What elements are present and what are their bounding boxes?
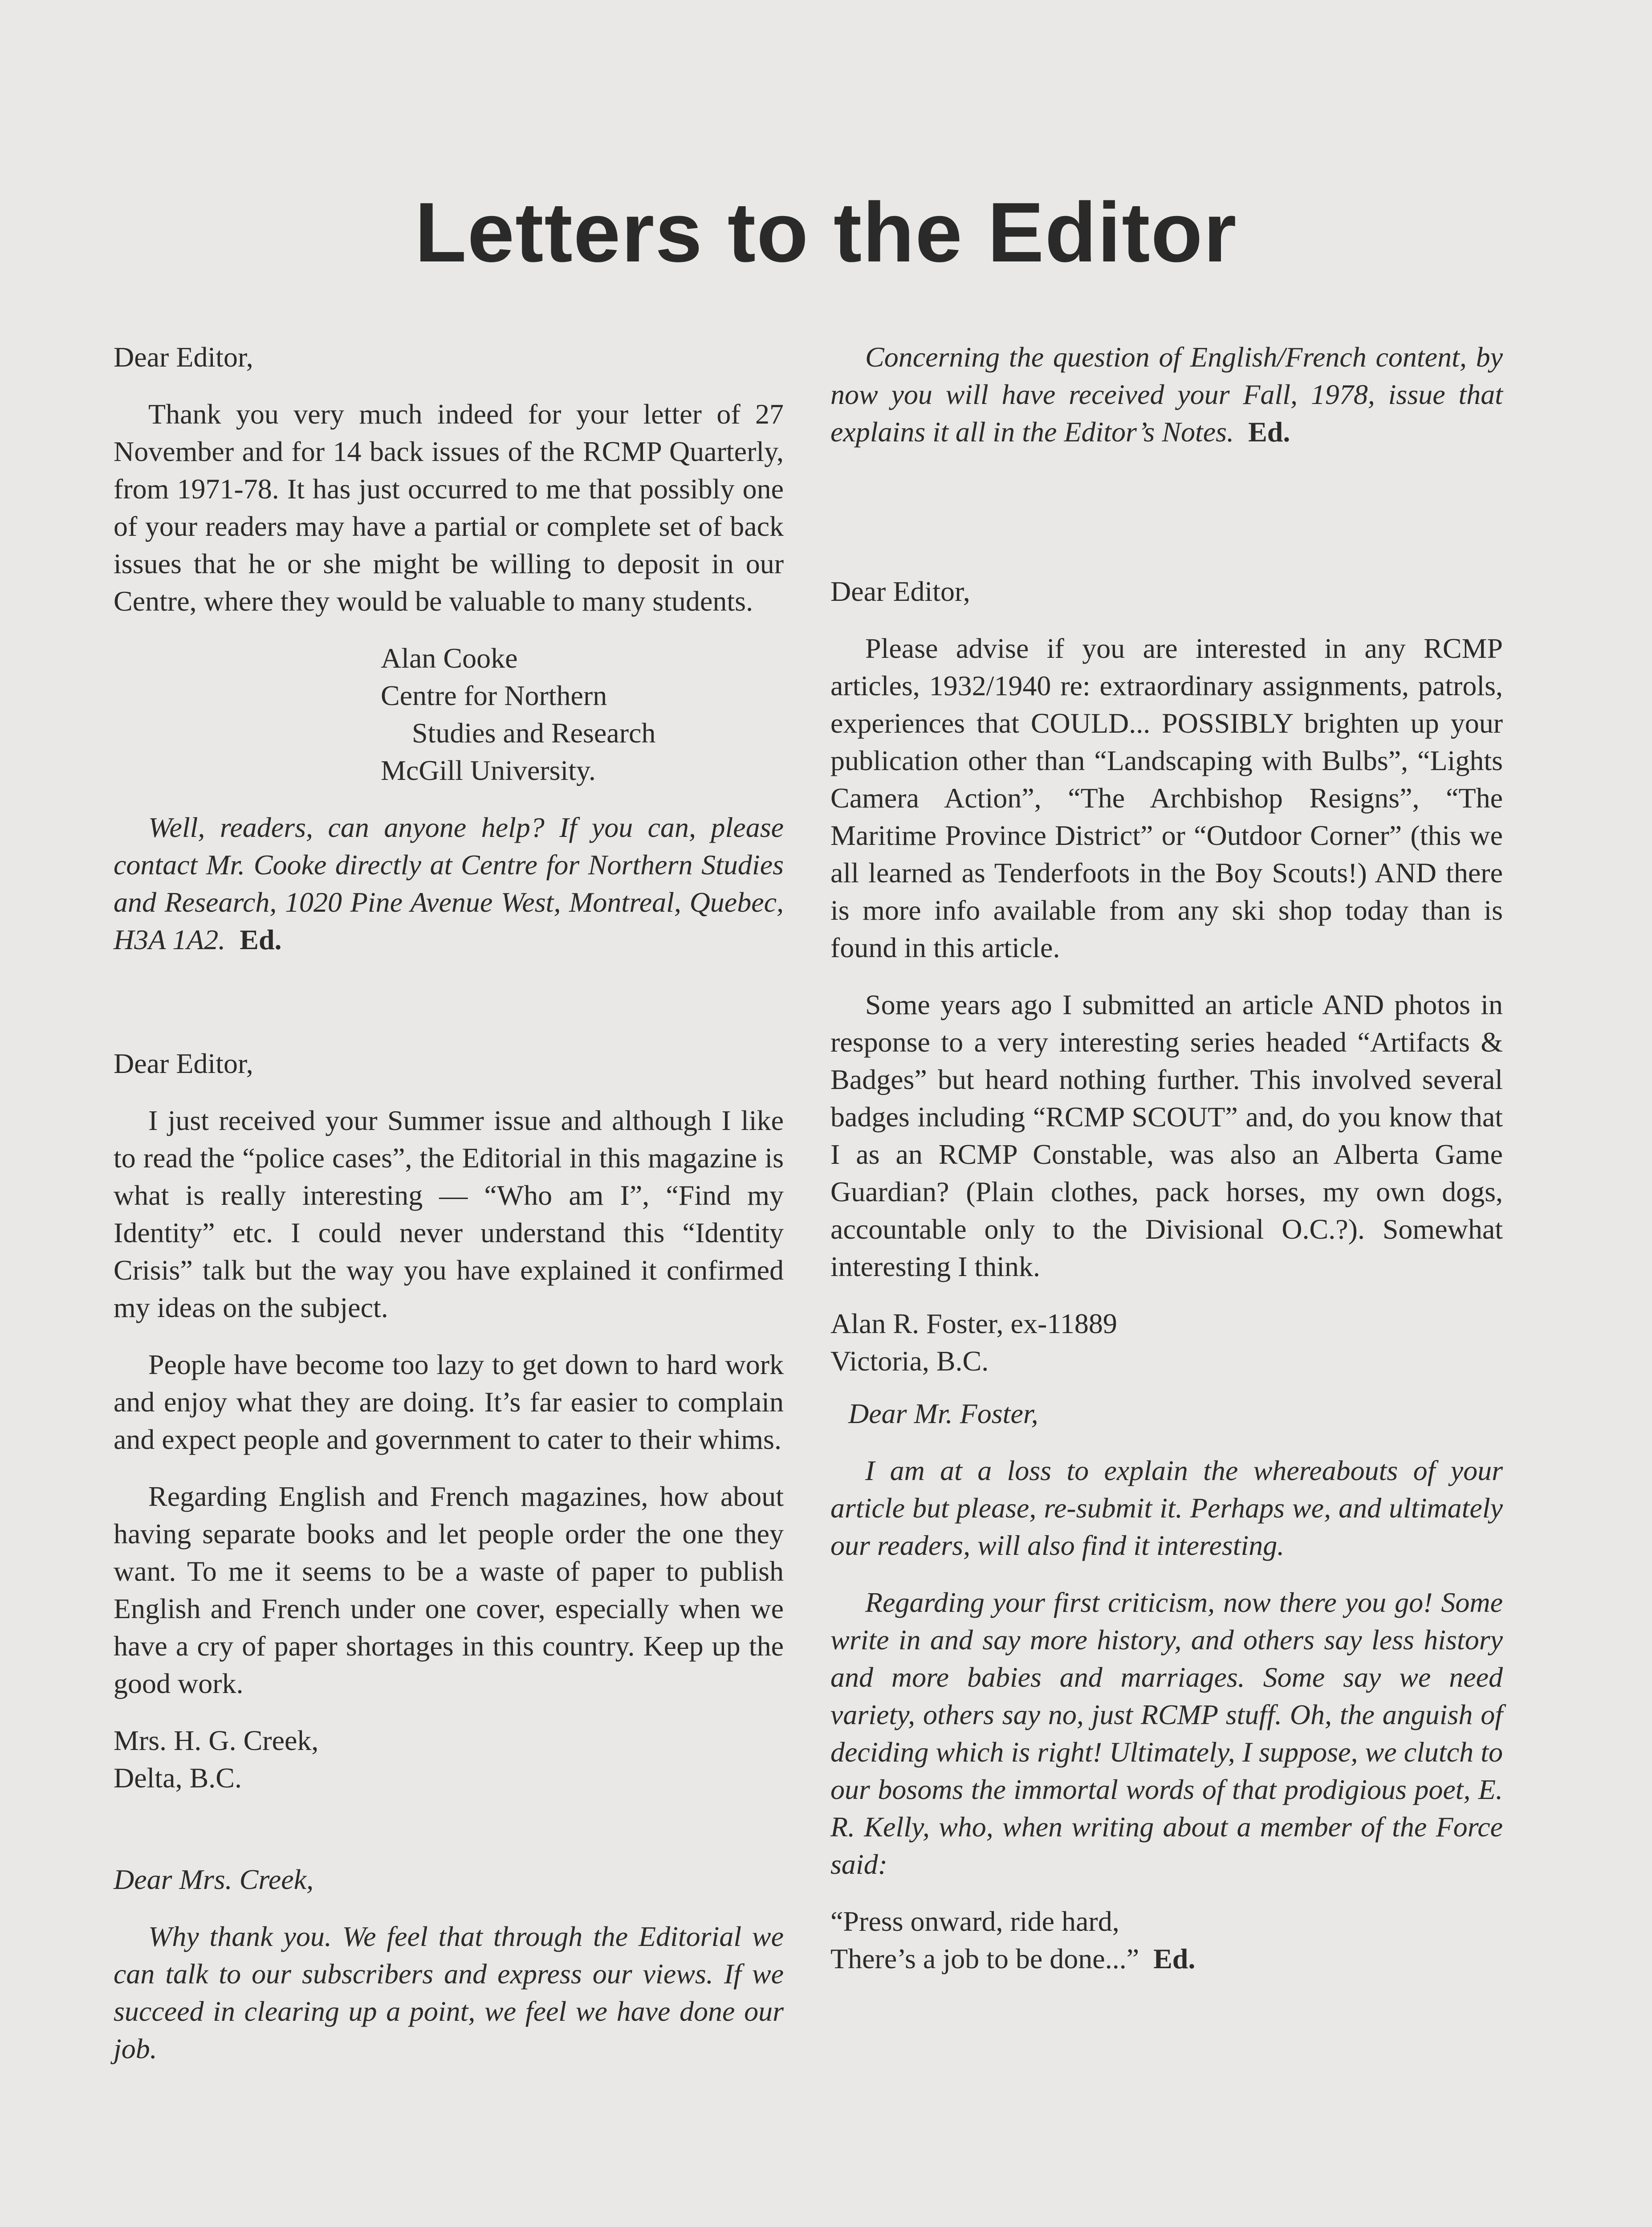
letter1-salutation: Dear Editor,: [114, 341, 253, 373]
page-title: Letters to the Editor: [415, 185, 1237, 280]
signature-line: Victoria, B.C.: [830, 1345, 989, 1377]
right-column: [830, 339, 1503, 1978]
letter2-paragraph: I just received your Summer issue and although I like to read the “police cases”, the Editorial in this magazine is what is really interesting — “Who am I”, “Find my Identity” etc. I could never understand this “Identity Crisis” talk but the way you have explained it confirmed my ideas on the subject.: [114, 1105, 784, 1323]
letter3-signature: [830, 1305, 1503, 1380]
signature-line: McGill University.: [381, 755, 596, 786]
spacer: [114, 1812, 784, 1861]
editor-note: [830, 339, 1503, 451]
reply-sign: Ed.: [240, 924, 282, 955]
letter1-body: Thank you very much indeed for your letter of 27 November and for 14 back issues of the RCMP Quarterly, from 1971-78. It has just occurred to me that possibly one of your readers may have a partial or complete set of back issues that he or she might be willing to deposit in our Centre, where they would be valuable to many students.: [114, 398, 784, 617]
letter2-reply: Why thank you. We feel that through the Editorial we can talk to our subscribers and express our views. If we succeed in clearing up a point, we feel we have done our job.: [114, 1921, 784, 2064]
letter3-reply-paragraph: Regarding your first criticism, now there you go! Some write in and say more history, and others say less history and more babies and marriages. Some say we need variety, others say no, just RCMP stuff. Oh, the anguish of deciding which is right! Ultimately, I suppose, we clutch to our bosoms the immortal words of that prodigious poet, E. R. Kelly, who, when writing about a member of the Force said:: [830, 1587, 1503, 1880]
letter2-reply-salutation: Dear Mrs. Creek,: [114, 1864, 314, 1895]
spacer: [114, 978, 784, 1045]
letter2-paragraph: Regarding English and French magazines, how about having separate books and let people order the one they want. To me it seems to be a waste of paper to publish English and French under one cover, especially when we have a cry of paper shortages in this country. Keep up the good work.: [114, 1481, 784, 1699]
letter3-reply-paragraph: I am at a loss to explain the whereabouts of your article but please, re-submit it. Perhaps we, and ultimately our readers, will also find it interesting.: [830, 1455, 1503, 1561]
letter3-salutation: Dear Editor,: [830, 575, 970, 607]
signature-line: Delta, B.C.: [114, 1762, 242, 1794]
reply-text: Well, readers, can anyone help? If you can, please contact Mr. Cooke directly at Centre for Northern Studies and Research, 1020 Pine Avenue West, Montreal, Quebec, H3A 1A2.: [114, 812, 784, 955]
closing-quote: [830, 1903, 1503, 1978]
quote-sign: Ed.: [1153, 1943, 1196, 1974]
quote-line: [830, 1940, 1503, 1978]
letter2-paragraph: People have become too lazy to get down to hard work and enjoy what they are doing. It’s far easier to complain and expect people and government to cater to their whims.: [114, 1349, 784, 1455]
note-text: Concerning the question of English/French content, by now you will have received your Fall, 1978, issue that explains it all in the Editor’s Notes.: [830, 341, 1503, 448]
letter1-signature: [381, 640, 784, 789]
letter2-signature: [114, 1722, 784, 1797]
signature-line: Mrs. H. G. Creek,: [114, 1725, 319, 1756]
signature-line: Centre for Northern: [381, 680, 607, 711]
signature-line: Alan R. Foster, ex-11889: [830, 1308, 1117, 1339]
note-sign: Ed.: [1248, 416, 1290, 448]
spacer: [830, 470, 1503, 573]
letter2-salutation: Dear Editor,: [114, 1048, 253, 1079]
letter1-reply: [114, 809, 784, 959]
letter3-reply-salutation: Dear Mr. Foster,: [848, 1398, 1038, 1429]
quote-line: “Press onward, ride hard,: [830, 1905, 1119, 1937]
left-column: [114, 339, 784, 2087]
letter3-paragraph: Some years ago I submitted an article AND photos in response to a very interesting series headed “Artifacts & Badges” but heard nothing further. This involved several badges including “RCMP SCOUT” and, do you know that I as an RCMP Constable, was also an Alberta Game Guardian? (Plain clothes, pack horses, my own dogs, accountable only to the Divisional O.C.?). Somewhat interesting I think.: [830, 989, 1503, 1282]
letter3-paragraph: Please advise if you are interested in any RCMP articles, 1932/1940 re: extraordinary assignments, patrols, experiences that COULD... POSSIBLY brighten up your publication other than “Landscaping with Bulbs”, “Lights Camera Action”, “The Archbishop Resigns”, “The Maritime Province District” or “Outdoor Corner” (this we all learned as Tenderfoots in the Boy Scouts!) AND there is more info available from any ski shop today than is found in this article.: [830, 632, 1503, 963]
quote-text: There’s a job to be done...”: [830, 1943, 1139, 1974]
signature-line: Studies and Research: [412, 717, 656, 749]
signature-line: Alan Cooke: [381, 642, 518, 674]
